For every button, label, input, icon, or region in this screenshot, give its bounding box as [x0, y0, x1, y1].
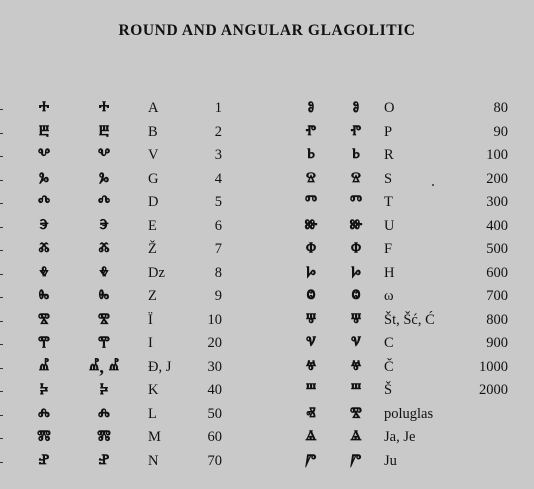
margin-tick	[0, 180, 3, 181]
latin-transliteration: D	[148, 194, 159, 210]
latin-transliteration: H	[384, 264, 395, 281]
round-glyph: ⰹ	[38, 333, 50, 354]
angular-glyph: ⰱ	[98, 121, 110, 143]
numeric-value: 5	[214, 194, 222, 210]
latin-transliteration: Đ, J	[148, 358, 172, 375]
round-glyph: ⰲ	[37, 145, 51, 166]
numeric-value: 80	[493, 100, 508, 116]
numeric-value: 2000	[479, 382, 508, 398]
latin-transliteration: V	[148, 147, 159, 163]
table-row	[0, 121, 534, 145]
angular-glyph: ⰳ	[99, 168, 109, 190]
round-glyph: ⱅ	[304, 192, 318, 213]
numeric-value: 900	[486, 335, 508, 351]
page-title: ROUND AND ANGULAR GLAGOLITIC	[118, 22, 416, 39]
table-row	[0, 97, 534, 121]
round-glyph: ⰶ	[38, 239, 50, 260]
margin-tick	[0, 297, 3, 298]
angular-glyph: ⱇ	[350, 239, 362, 260]
latin-transliteration: C	[384, 335, 394, 351]
latin-transliteration: Č	[384, 358, 394, 375]
round-glyph: ⱃ	[307, 145, 315, 166]
table-row	[0, 332, 534, 356]
table-row	[0, 379, 534, 403]
latin-transliteration: R	[384, 147, 394, 163]
table-row	[0, 238, 534, 262]
table-row	[0, 215, 534, 239]
angular-glyph: ⰵ	[99, 215, 109, 237]
margin-tick	[0, 109, 3, 110]
round-glyph: ⰾ	[38, 403, 50, 425]
angular-glyph: ⱍ	[350, 356, 362, 378]
latin-transliteration: Š	[384, 382, 393, 398]
numeric-value: 40	[207, 382, 222, 398]
angular-glyph: ⱄ	[351, 168, 361, 190]
latin-transliteration: O	[384, 100, 395, 116]
round-glyph: ⱉ	[306, 286, 316, 307]
round-glyph: ⰵ	[39, 215, 49, 237]
angular-glyph: ⱌ	[350, 333, 362, 354]
angular-glyph: ⱑ	[350, 427, 362, 448]
numeric-value: 600	[486, 264, 508, 281]
numeric-value: 9	[214, 288, 222, 304]
numeric-value: 500	[486, 241, 508, 257]
table-row	[0, 309, 534, 333]
latin-transliteration: Z	[148, 288, 157, 304]
round-glyph: ⱄ	[306, 168, 316, 190]
latin-transliteration: Ja, Je	[384, 429, 416, 445]
table-row	[0, 450, 534, 474]
numeric-value: 7	[214, 241, 222, 257]
latin-transliteration: K	[148, 382, 159, 398]
angular-glyph: ⱉ	[351, 286, 361, 307]
round-glyph: ⰽ	[39, 380, 49, 401]
margin-tick	[0, 203, 3, 204]
numeric-value: 60	[207, 429, 222, 445]
table-row	[0, 191, 534, 215]
round-glyph: ⱎ	[305, 380, 317, 401]
margin-tick	[0, 438, 3, 439]
latin-transliteration: G	[148, 170, 159, 187]
numeric-value: 90	[493, 123, 508, 140]
numeric-value: 4	[214, 170, 222, 187]
round-glyph: ⱍ	[305, 356, 317, 378]
angular-glyph: ⱀ	[98, 450, 110, 472]
round-glyph: ⰿ	[37, 427, 51, 448]
latin-transliteration: M	[148, 429, 161, 445]
latin-transliteration: Ï	[148, 311, 153, 328]
latin-transliteration: A	[148, 100, 159, 116]
numeric-value: 20	[207, 335, 222, 351]
angular-glyph: ⱂ	[350, 121, 362, 143]
table-row	[0, 144, 534, 168]
latin-transliteration: P	[384, 123, 393, 140]
table-row	[0, 426, 534, 450]
numeric-value: 10	[207, 311, 222, 328]
round-glyph: ⱇ	[305, 239, 317, 260]
round-glyph: ⱌ	[305, 333, 317, 354]
numeric-value: 2	[214, 123, 222, 140]
angular-glyph: ⰲ	[97, 145, 111, 166]
latin-transliteration: ω	[384, 288, 394, 304]
latin-transliteration: L	[148, 405, 157, 422]
round-glyph: ⰰ	[38, 98, 50, 119]
margin-tick	[0, 156, 3, 157]
numeric-value: 30	[207, 358, 222, 375]
angular-glyph: ⰶ	[98, 239, 110, 260]
latin-transliteration: Št, Šć, Ć	[384, 311, 435, 328]
latin-transliteration: I	[148, 335, 153, 351]
latin-transliteration: poluglas	[384, 405, 434, 422]
latin-transliteration: S	[384, 170, 393, 187]
round-glyph: ⱋ	[305, 309, 317, 331]
margin-tick	[0, 321, 3, 322]
round-glyph: ⱂ	[305, 121, 317, 143]
numeric-value: 50	[207, 405, 222, 422]
latin-transliteration: U	[384, 217, 395, 234]
angular-glyph: ⰰ	[98, 98, 110, 119]
round-glyph: ⰷ	[39, 262, 49, 284]
angular-glyph: ⰺ	[98, 309, 110, 331]
angular-glyph: ⰼ, ⰼ	[89, 356, 119, 378]
round-glyph: ⰴ	[37, 192, 51, 213]
margin-tick	[0, 250, 3, 251]
margin-tick	[0, 274, 3, 275]
margin-tick	[0, 133, 3, 134]
numeric-value: 200	[486, 170, 508, 187]
round-glyph: ⰸ	[38, 286, 50, 307]
angular-glyph: ⰹ	[98, 333, 110, 354]
round-glyph: ⰺ	[38, 309, 50, 331]
round-glyph: ⰼ	[38, 356, 50, 378]
angular-glyph: ⰴ	[97, 192, 111, 213]
numeric-value: 3	[214, 147, 222, 163]
numeric-value: 700	[486, 288, 508, 304]
latin-transliteration: E	[148, 217, 157, 234]
angular-glyph: ⰸ	[98, 286, 110, 307]
latin-transliteration: N	[148, 452, 159, 469]
angular-glyph: ⰷ	[99, 262, 109, 284]
angular-glyph: ⱓ	[350, 450, 362, 472]
angular-glyph: ⰾ	[98, 403, 110, 425]
round-glyph: ⱁ	[307, 98, 315, 119]
table-row	[0, 356, 534, 380]
margin-tick	[0, 462, 3, 463]
angular-glyph: ⰽ	[99, 380, 109, 401]
round-glyph: ⱈ	[306, 262, 316, 284]
table-row	[0, 262, 534, 286]
numeric-value: 100	[486, 147, 508, 163]
margin-tick	[0, 344, 3, 345]
margin-tick	[0, 227, 3, 228]
round-glyph: ⱀ	[38, 450, 50, 472]
angular-glyph: ⱅ	[349, 192, 363, 213]
numeric-value: 70	[207, 452, 222, 469]
angular-glyph: ⱁ	[352, 98, 360, 119]
round-glyph: ⰳ	[39, 168, 49, 190]
round-glyph: ⱑ	[305, 427, 317, 448]
round-glyph: ⱏ	[306, 403, 316, 425]
numeric-value: 8	[214, 264, 222, 281]
angular-glyph: ⱈ	[351, 262, 361, 284]
latin-transliteration: F	[384, 241, 393, 257]
table-row	[0, 403, 534, 427]
numeric-value: 400	[486, 217, 508, 234]
latin-transliteration: Ju	[384, 452, 397, 469]
angular-glyph: ⱋ	[350, 309, 362, 331]
margin-tick	[0, 391, 3, 392]
margin-tick	[0, 368, 3, 369]
round-glyph: ⱆ	[304, 215, 318, 237]
scan-speck	[432, 184, 434, 186]
table-row	[0, 285, 534, 309]
latin-transliteration: Dz	[148, 264, 165, 281]
angular-glyph: ⱃ	[352, 145, 360, 166]
table-row	[0, 168, 534, 192]
angular-glyph: ⰺ	[350, 403, 362, 425]
round-glyph: ⰱ	[38, 121, 50, 143]
numeric-value: 1000	[479, 358, 508, 375]
latin-transliteration: T	[384, 194, 393, 210]
numeric-value: 300	[486, 194, 508, 210]
margin-tick	[0, 415, 3, 416]
latin-transliteration: Ž	[148, 241, 157, 257]
round-glyph: ⱓ	[305, 450, 317, 472]
numeric-value: 800	[486, 311, 508, 328]
numeric-value: 6	[214, 217, 222, 234]
angular-glyph: ⱆ	[349, 215, 363, 237]
latin-transliteration: B	[148, 123, 158, 140]
numeric-value: 1	[214, 100, 222, 116]
angular-glyph: ⰿ	[97, 427, 111, 448]
angular-glyph: ⱎ	[350, 380, 362, 401]
